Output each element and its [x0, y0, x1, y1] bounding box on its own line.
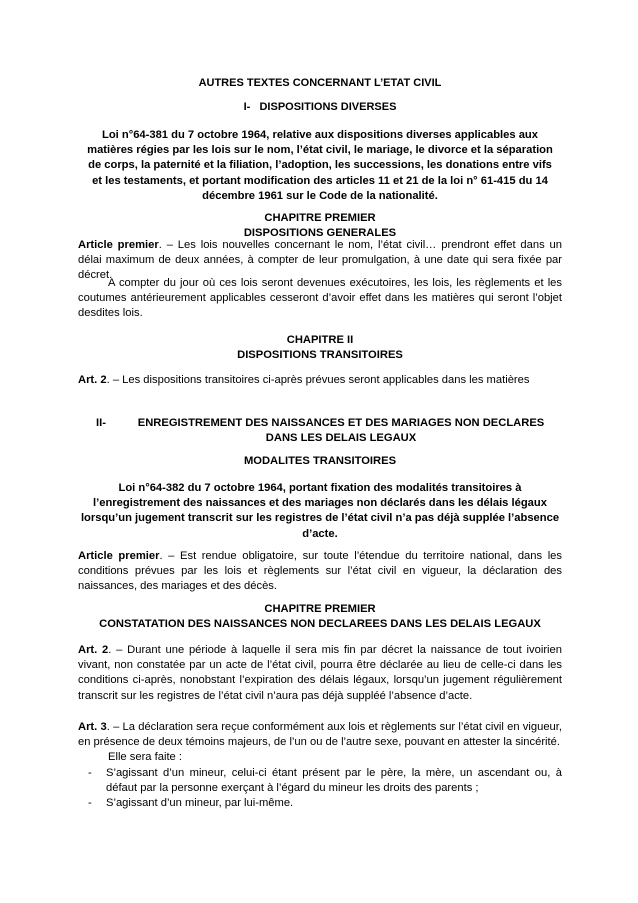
- article-label: Art. 2: [78, 374, 107, 386]
- article-text: . – Les lois nouvelles concernant le nom, l’état civil… prendront effet dans un délai maximum de deux années, à compter de leur promulgation, à une date qui sera fixée par décret.: [78, 239, 563, 282]
- subsection-heading: MODALITES TRANSITOIRES: [243, 455, 397, 467]
- section-heading-2: [96, 416, 556, 446]
- bullet-dash: -: [88, 766, 92, 779]
- chapter-title: CONSTATATION DES NAISSANCES NON DECLAREES DANS LES DELAIS LEGAUX: [99, 618, 541, 631]
- section-number: II-: [96, 417, 106, 429]
- article-block-5: [78, 720, 562, 811]
- article-text: . – Les dispositions transitoires ci-après prévues seront applicables dans les matières: [106, 374, 530, 386]
- article-paragraph: [78, 720, 562, 750]
- article-label: Article premier: [78, 550, 160, 562]
- article-label: Article premier: [78, 239, 159, 251]
- section-title-line2: DANS LES DELAIS LEGAUX: [265, 432, 417, 445]
- section-title-line1: ENREGISTREMENT DES NAISSANCES ET DES MARIAGES NON DECLARES: [137, 417, 545, 429]
- article-block-2: [78, 373, 562, 388]
- chapter-heading-1: [78, 211, 562, 241]
- article-subparagraph: Elle sera faite :: [108, 751, 182, 764]
- chapter-heading-2: [78, 333, 562, 363]
- article-block-3: [78, 549, 562, 595]
- article-block-4: [78, 643, 562, 704]
- chapter-number: CHAPITRE PREMIER: [264, 212, 376, 224]
- main-heading: AUTRES TEXTES CONCERNANT L’ETAT CIVIL: [198, 77, 442, 89]
- article-text: . – Est rendue obligatoire, sur toute l’étendue du territoire national, dans les conditions prévues par les lois et règlements sur l’état civil en vigueur, la déclaration des naissances, des mariages et des décès.: [78, 550, 562, 593]
- chapter-title: DISPOSITIONS TRANSITOIRES: [237, 349, 403, 362]
- law-title-2: Loi n°64-382 du 7 octobre 1964, portant fixation des modalités transitoires à l’enregistrement des naissances et des mariages non déclarés dans les délais légaux lorsqu’un jugement transcrit sur les registres de l’état civil n’a pas déjà supplée l’absence d’acte.: [80, 482, 560, 540]
- chapter-heading-3: [78, 602, 562, 632]
- article-text: . – La déclaration sera reçue conformément aux lois et règlements sur l’état civil en vigueur, en présence de deux témoins majeurs, de l’un ou de l’autre sexe, pouvant en attester la sincérité.: [78, 721, 562, 749]
- list-item-text: S’agissant d’un mineur, par lui-même.: [106, 797, 294, 810]
- article-label: Art. 3: [78, 721, 107, 733]
- article-text: . – Durant une période à laquelle il sera mis fin par décret la naissance de tout ivoirien vivant, non constatée par un acte de l’état civil, pourra être déclarée au lieu de celle-ci dans les conditions ci-après, nonobstant l’expiration des délais légaux, lorsqu’un jugement régulièrement transcrit sur les registres de l’état civil n’aura pas déjà suppléé l’absence d’acte.: [78, 644, 562, 702]
- section-number: I-: [243, 101, 251, 113]
- article-label: Art. 2: [78, 644, 109, 656]
- chapter-number: CHAPITRE II: [286, 334, 354, 346]
- list-item: [78, 796, 562, 811]
- chapter-number: CHAPITRE PREMIER: [264, 603, 376, 615]
- chapter-title: DISPOSITIONS GENERALES: [243, 227, 397, 240]
- article-paragraph-2: A compter du jour où ces lois seront devenues exécutoires, les lois, les règlements et les coutumes antérieurement applicables cesseront d’avoir effet dans les matières qui seront l’objet desdites lois.: [78, 277, 562, 320]
- list-item: [78, 766, 562, 796]
- law-title-1: Loi n°64-381 du 7 octobre 1964, relative aux dispositions diverses applicables aux matières régies par les lois sur le nom, l’état civil, le mariage, le divorce et la séparation de corps, la paternité et la filiation, l’adoption, les successions, les donations entre vifs et les testaments, et portant modification des articles 11 et 21 de la loi n° 61-415 du 14 décembre 1961 sur le Code de la nationalité.: [87, 129, 553, 202]
- bullet-dash: -: [88, 797, 92, 810]
- section-title: DISPOSITIONS DIVERSES: [259, 101, 397, 113]
- list-item-text: S’agissant d’un mineur, celui-ci étant présent par le père, la mère, un ascendant ou, à défaut par la personne exerçant à l’égard du mineur les droits des parents ;: [106, 766, 562, 794]
- section-heading-1: [78, 100, 562, 115]
